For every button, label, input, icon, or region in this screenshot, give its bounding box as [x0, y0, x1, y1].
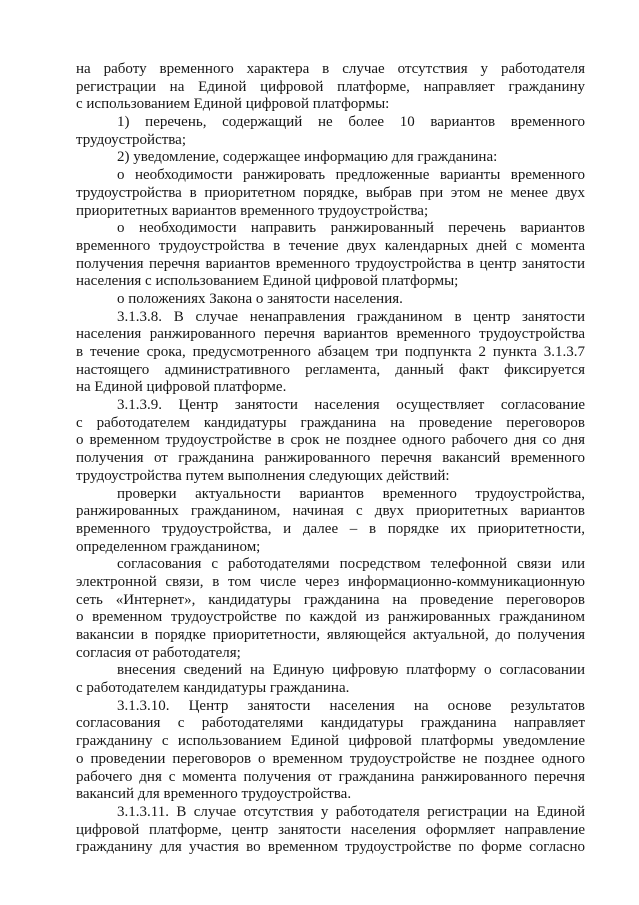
text-line: согласия от работодателя; — [76, 644, 241, 661]
document-body — [76, 61, 585, 857]
text-line: сеть «Интернет», кандидатуры гражданина на проведение переговоров — [76, 591, 585, 608]
text-line: о необходимости направить ранжированный перечень вариантов — [117, 220, 585, 237]
text-line: внесения сведений на Единую цифровую платформу о согласовании — [117, 662, 585, 679]
text-line: согласования с работодателями кандидатуры гражданина направляет — [76, 715, 585, 732]
text-line: гражданину с использованием Единой цифровой платформы уведомление — [76, 733, 585, 750]
action-item-coordinate-with-employers — [76, 556, 585, 662]
text-line: электронной связи, в том числе через информационно-коммуникационную — [76, 573, 585, 590]
clause-3-1-3-9 — [76, 397, 585, 485]
text-line: цифровой платформе, центр занятости населения оформляет направление — [76, 821, 585, 838]
notice-item-send-ranked-list — [76, 220, 585, 291]
text-line: о положениях Закона о занятости населения. — [117, 290, 403, 307]
clause-3-1-3-10 — [76, 698, 585, 804]
text-line: ранжированных гражданином, начиная с двух приоритетных вариантов — [76, 503, 585, 520]
action-item-check-relevance — [76, 486, 585, 557]
text-line: в течение срока, предусмотренного абзацем три подпункта 2 пункта 3.1.3.7 — [76, 344, 585, 360]
text-line: временного трудоустройства, и далее – в порядке их приоритетности, — [76, 520, 585, 537]
text-line: согласования с работодателями посредством телефонной связи или — [117, 556, 585, 573]
text-line: приоритетных вариантов временного трудоустройства; — [76, 202, 429, 219]
text-line: трудоустройства; — [76, 131, 187, 148]
text-line: временного трудоустройства в течение двух календарных дней с момента — [76, 237, 585, 254]
text-line: 3.1.3.10. Центр занятости населения на основе результатов — [117, 697, 585, 714]
text-line: 2) уведомление, содержащее информацию для гражданина: — [117, 149, 498, 166]
text-line: вакансий для временного трудоустройства. — [76, 786, 352, 803]
notice-item-employment-law — [76, 291, 585, 309]
text-line: определенном гражданином; — [76, 538, 261, 555]
notice-item-rank-variants — [76, 167, 585, 220]
text-line: 3.1.3.8. В случае ненаправления гражданином в центр занятости — [117, 308, 585, 325]
paragraph-continued-from-previous-page — [76, 61, 585, 114]
text-line: получения перечня вариантов временного трудоустройства в центр занятости — [76, 255, 585, 272]
clause-3-1-3-8 — [76, 309, 585, 397]
text-line: получения от гражданина ранжированного перечня вакансий временного — [76, 450, 585, 467]
text-line: населения ранжированного перечня вариантов временного трудоустройства — [76, 326, 585, 343]
text-line: о временном трудоустройстве по каждой из ранжированных гражданином — [76, 609, 585, 626]
text-line: на Единой цифровой платформе. — [76, 379, 287, 396]
text-line: о временном трудоустройстве в срок не позднее одного рабочего дня со дня — [76, 432, 585, 449]
text-line: вакансии в порядке приоритетности, являющейся актуальной, до получения — [76, 627, 585, 643]
list-item-2-notification — [76, 149, 585, 167]
text-line: 3.1.3.11. В случае отсутствия у работодателя регистрации на Единой — [117, 803, 585, 820]
text-line: трудоустройства путем выполнения следующих действий: — [76, 467, 450, 484]
action-item-enter-data — [76, 662, 585, 697]
text-line: 3.1.3.9. Центр занятости населения осуществляет согласование — [117, 397, 585, 414]
text-line: проверки актуальности вариантов временного трудоустройства, — [117, 485, 585, 502]
list-item-1-variants-list — [76, 114, 585, 149]
text-line: с использованием Единой цифровой платформы: — [76, 96, 390, 113]
text-line: 1) перечень, содержащий не более 10 вариантов временного — [117, 114, 585, 131]
text-line: трудоустройства в приоритетном порядке, выбрав при этом не менее двух — [76, 184, 585, 201]
text-line: рабочего дня с момента получения от гражданина ранжированного перечня — [76, 768, 585, 785]
clause-3-1-3-11 — [76, 804, 585, 857]
text-line: на работу временного характера в случае отсутствия у работодателя — [76, 61, 585, 77]
text-line: о необходимости ранжировать предложенные варианты временного — [117, 167, 585, 184]
text-line: настоящего административного регламента, данный факт фиксируется — [76, 361, 585, 378]
text-line: с работодателем кандидатуры гражданина. — [76, 680, 350, 697]
text-line: о проведении переговоров о временном трудоустройстве не позднее одного — [76, 750, 585, 767]
text-line: с работодателем кандидатуры гражданина на проведение переговоров — [76, 414, 585, 431]
text-line: регистрации на Единой цифровой платформе, направляет гражданину — [76, 78, 585, 95]
text-line: гражданину для участия во временном трудоустройстве по форме согласно — [76, 839, 585, 856]
text-line: населения с использованием Единой цифровой платформы; — [76, 273, 459, 290]
